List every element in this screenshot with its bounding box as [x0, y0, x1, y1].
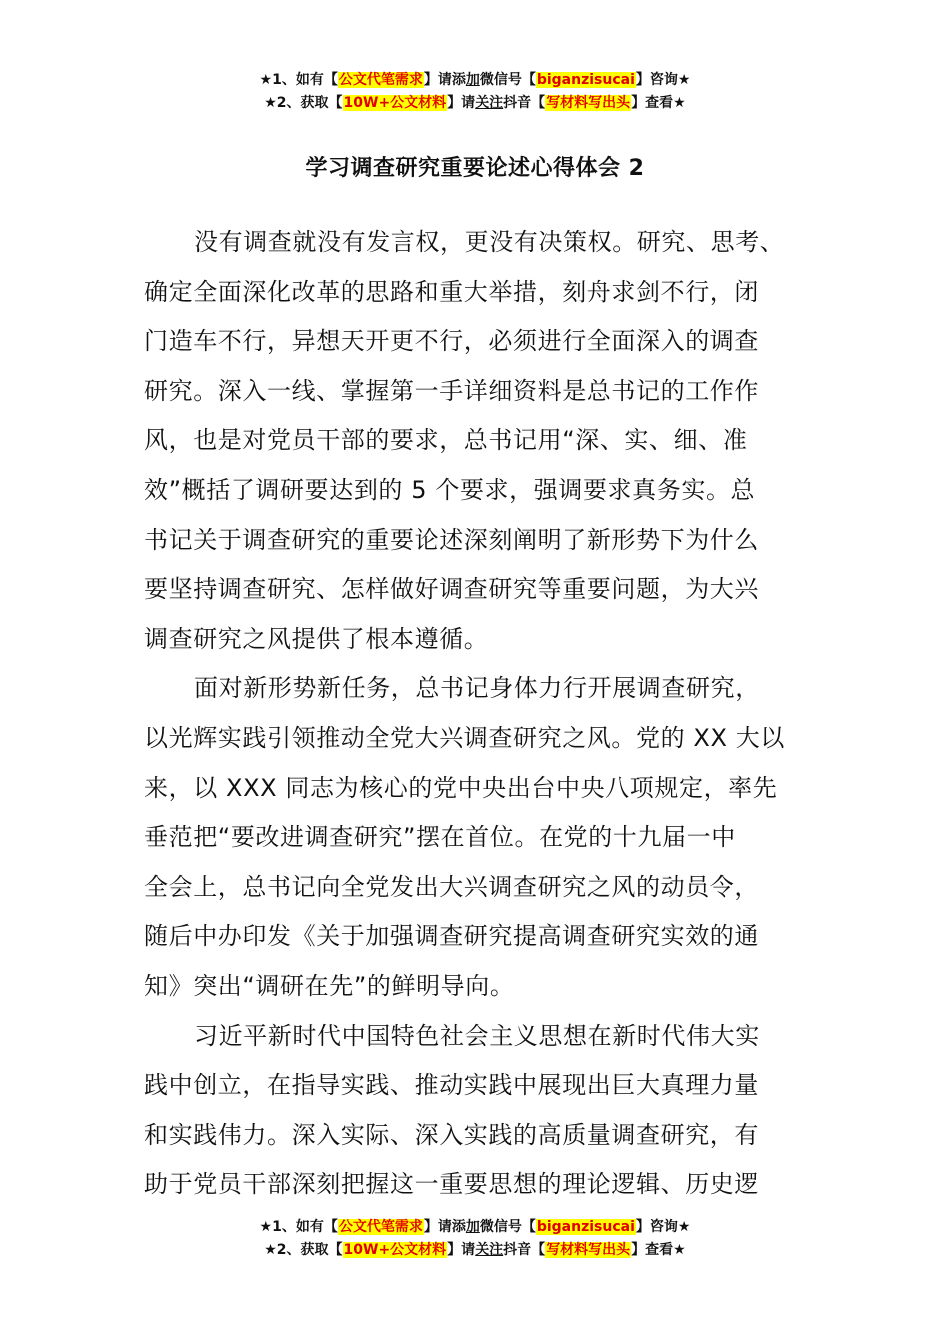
body-line: 践中创立，在指导实践、推动实践中展现出巨大真理力量: [144, 1071, 759, 1100]
banner-highlight-service: 公文代笔需求: [338, 72, 423, 88]
banner-line-2-emphasis: 关注: [475, 95, 504, 111]
footer-line-1-prefix: ★1、如有【: [259, 1219, 338, 1235]
body-line: 习近平新时代中国特色社会主义思想在新时代伟大实: [194, 1021, 760, 1050]
body-line: 要坚持调查研究、怎样做好调查研究等重要问题，为大兴: [144, 575, 759, 604]
footer-line-2-mid: 】请: [447, 1242, 476, 1258]
body-line: 研究。深入一线、掌握第一手详细资料是总书记的工作作: [144, 376, 759, 405]
document-title: 学习调查研究重要论述心得体会 2: [305, 156, 645, 181]
body-line: 以光辉实践引领推动全党大兴调查研究之风。党的 XX 大以: [144, 723, 785, 752]
document-body: [144, 218, 820, 1210]
banner-line-1-suffix: 】咨询★: [635, 72, 691, 88]
body-line: 来，以 XXX 同志为核心的党中央出台中央八项规定，率先: [144, 773, 778, 802]
footer-line-1-emphasis: 加: [465, 1219, 480, 1235]
banner-line-1-mid-2: 微信号【: [479, 72, 536, 88]
footer-line-1: [0, 1216, 950, 1239]
banner-highlight-materials: 10W+公文材料: [343, 95, 447, 111]
footer-line-2-suffix: 】查看★: [631, 1242, 686, 1258]
body-line: 书记关于调查研究的重要论述深刻阐明了新形势下为什么: [144, 525, 759, 554]
banner-highlight-douyin: 写材料写出头: [546, 95, 631, 111]
footer-line-2-emphasis: 关注: [475, 1242, 504, 1258]
footer-line-2-prefix: ★2、获取【: [264, 1242, 343, 1258]
footer-line-1-mid: 】请添: [423, 1219, 466, 1235]
footer-line-1-mid-2: 微信号【: [479, 1219, 536, 1235]
footer-line-2: [0, 1239, 950, 1262]
body-line: 确定全面深化改革的思路和重大举措，刻舟求剑不行，闭: [144, 277, 759, 306]
footer-highlight-wechat-id: biganzisucai: [536, 1219, 635, 1235]
banner-highlight-wechat-id: biganzisucai: [536, 72, 635, 88]
body-line: 面对新形势新任务，总书记身体力行开展调查研究，: [194, 674, 760, 703]
banner-line-1-emphasis: 加: [465, 72, 480, 88]
footer-line-2-mid-2: 抖音【: [503, 1242, 546, 1258]
body-line: 垂范把“要改进调查研究”摆在首位。在党的十九届一中: [144, 823, 736, 852]
body-line: 调查研究之风提供了根本遵循。: [144, 624, 489, 653]
footer-highlight-service: 公文代笔需求: [338, 1219, 423, 1235]
banner-line-2-mid-2: 抖音【: [503, 95, 546, 111]
footer-banner: [0, 1216, 950, 1262]
body-line: 风，也是对党员干部的要求，总书记用“深、实、细、准: [144, 426, 748, 455]
body-line: 助于党员干部深刻把握这一重要思想的理论逻辑、历史逻: [144, 1170, 759, 1199]
body-line: 门造车不行，异想天开更不行，必须进行全面深入的调查: [144, 327, 759, 356]
footer-highlight-materials: 10W+公文材料: [343, 1242, 447, 1258]
body-line: 没有调查就没有发言权，更没有决策权。研究、思考、: [194, 228, 785, 256]
banner-line-2-suffix: 】查看★: [631, 95, 686, 111]
banner-line-2: [0, 92, 950, 115]
footer-highlight-douyin: 写材料写出头: [546, 1242, 631, 1258]
header-banner: [0, 69, 950, 115]
banner-line-1: [0, 69, 950, 92]
body-line: 全会上，总书记向全党发出大兴调查研究之风的动员令，: [144, 872, 759, 901]
body-line: 效”概括了调研要达到的 5 个要求，强调要求真务实。总: [144, 475, 756, 504]
banner-line-2-mid: 】请: [447, 95, 476, 111]
body-line: 知》突出“调研在先”的鲜明导向。: [144, 971, 515, 1000]
banner-line-1-prefix: ★1、如有【: [259, 72, 338, 88]
banner-line-1-mid: 】请添: [423, 72, 466, 88]
body-line: 和实践伟力。深入实际、深入实践的高质量调查研究，有: [144, 1120, 759, 1149]
banner-line-2-prefix: ★2、获取【: [264, 95, 343, 111]
footer-line-1-suffix: 】咨询★: [635, 1219, 691, 1235]
body-line: 随后中办印发《关于加强调查研究提高调查研究实效的通: [144, 922, 759, 951]
